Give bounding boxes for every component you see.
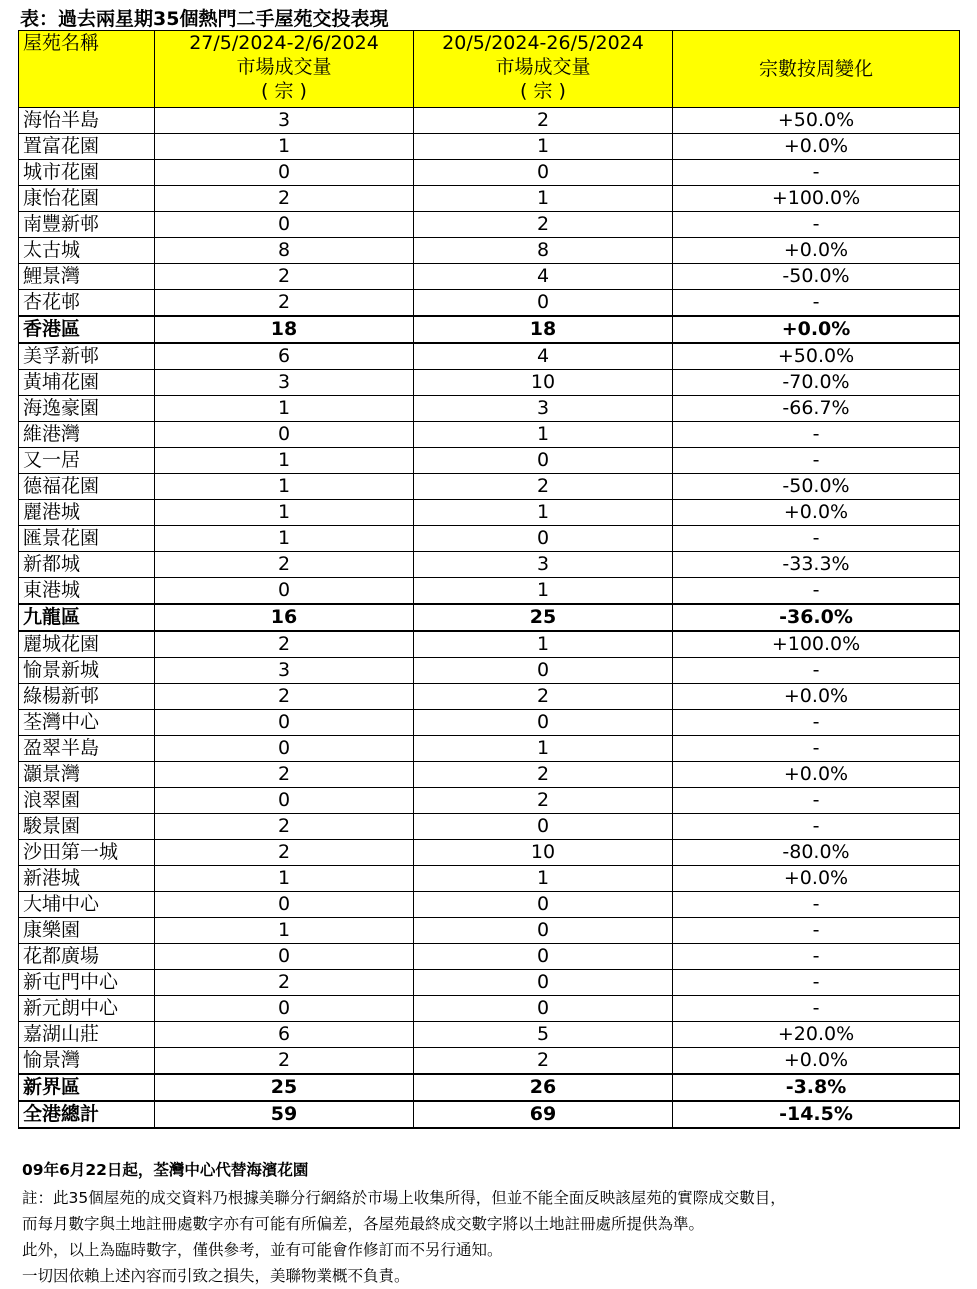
cell-weekly-change: - <box>673 814 960 840</box>
cell-estate-name: 東港城 <box>19 578 155 605</box>
subtotal-row <box>19 316 960 343</box>
header-current-label: 市場成交量 <box>236 56 332 78</box>
cell-estate-name: 杏花邨 <box>19 290 155 317</box>
table-row <box>19 684 960 710</box>
table-row <box>19 343 960 370</box>
cell-estate-name: 全港總計 <box>19 1101 155 1128</box>
cell-weekly-change: +0.0% <box>673 500 960 526</box>
cell-previous-volume: 0 <box>414 526 673 552</box>
cell-estate-name: 盈翠半島 <box>19 736 155 762</box>
cell-estate-name: 香港區 <box>19 316 155 343</box>
cell-estate-name: 綠楊新邨 <box>19 684 155 710</box>
cell-current-volume: 3 <box>155 370 414 396</box>
cell-estate-name: 城市花園 <box>19 160 155 186</box>
cell-current-volume: 1 <box>155 134 414 160</box>
footnote-disclaimer-1: 註：此35個屋苑的成交資料乃根據美聯分行網絡於市場上收集所得，但並不能全面反映該屋苑的實際成交數目， <box>22 1189 786 1207</box>
table-row <box>19 814 960 840</box>
cell-previous-volume: 4 <box>414 343 673 370</box>
cell-estate-name: 浪翠園 <box>19 788 155 814</box>
cell-estate-name: 匯景花園 <box>19 526 155 552</box>
header-current-week <box>155 31 414 108</box>
table-row <box>19 658 960 684</box>
cell-current-volume: 0 <box>155 788 414 814</box>
cell-weekly-change: - <box>673 526 960 552</box>
cell-current-volume: 1 <box>155 866 414 892</box>
table-row <box>19 918 960 944</box>
cell-weekly-change: - <box>673 996 960 1022</box>
table-row <box>19 134 960 160</box>
cell-weekly-change: +0.0% <box>673 316 960 343</box>
cell-current-volume: 18 <box>155 316 414 343</box>
cell-previous-volume: 1 <box>414 422 673 448</box>
cell-previous-volume: 2 <box>414 212 673 238</box>
cell-previous-volume: 4 <box>414 264 673 290</box>
cell-previous-volume: 2 <box>414 474 673 500</box>
cell-current-volume: 2 <box>155 186 414 212</box>
cell-weekly-change: - <box>673 736 960 762</box>
table-row <box>19 474 960 500</box>
header-previous-unit: ( 宗 ) <box>520 80 566 102</box>
cell-estate-name: 黃埔花園 <box>19 370 155 396</box>
cell-weekly-change: - <box>673 710 960 736</box>
cell-weekly-change: +0.0% <box>673 1048 960 1075</box>
cell-current-volume: 2 <box>155 631 414 658</box>
cell-previous-volume: 8 <box>414 238 673 264</box>
cell-current-volume: 2 <box>155 970 414 996</box>
cell-estate-name: 新都城 <box>19 552 155 578</box>
cell-weekly-change: +0.0% <box>673 762 960 788</box>
cell-estate-name: 置富花園 <box>19 134 155 160</box>
cell-previous-volume: 0 <box>414 710 673 736</box>
cell-current-volume: 0 <box>155 944 414 970</box>
cell-current-volume: 8 <box>155 238 414 264</box>
cell-current-volume: 1 <box>155 396 414 422</box>
footnote-replacement: 09年6月22日起，荃灣中心代替海濱花園 <box>22 1161 309 1179</box>
cell-estate-name: 鯉景灣 <box>19 264 155 290</box>
cell-estate-name: 新港城 <box>19 866 155 892</box>
table-row <box>19 944 960 970</box>
cell-current-volume: 0 <box>155 422 414 448</box>
cell-current-volume: 59 <box>155 1101 414 1128</box>
cell-current-volume: 2 <box>155 840 414 866</box>
table-row <box>19 526 960 552</box>
cell-estate-name: 海逸豪園 <box>19 396 155 422</box>
table-row <box>19 552 960 578</box>
cell-current-volume: 2 <box>155 762 414 788</box>
table-row <box>19 840 960 866</box>
cell-current-volume: 1 <box>155 500 414 526</box>
table-title: 表：過去兩星期35個熱門二手屋苑交投表現 <box>20 8 389 30</box>
footnote-disclaimer-2: 而每月數字與土地註冊處數字亦有可能有所偏差，各屋苑最終成交數字將以土地註冊處所提供為準。 <box>22 1215 705 1233</box>
header-current-dates: 27/5/2024-2/6/2024 <box>189 32 379 54</box>
cell-weekly-change: -50.0% <box>673 264 960 290</box>
table-row <box>19 970 960 996</box>
table-row <box>19 866 960 892</box>
cell-previous-volume: 1 <box>414 631 673 658</box>
cell-weekly-change: +0.0% <box>673 238 960 264</box>
cell-previous-volume: 3 <box>414 396 673 422</box>
cell-weekly-change: -66.7% <box>673 396 960 422</box>
cell-previous-volume: 1 <box>414 186 673 212</box>
cell-current-volume: 25 <box>155 1074 414 1101</box>
cell-previous-volume: 0 <box>414 814 673 840</box>
cell-previous-volume: 0 <box>414 892 673 918</box>
cell-previous-volume: 2 <box>414 788 673 814</box>
cell-estate-name: 灝景灣 <box>19 762 155 788</box>
cell-estate-name: 大埔中心 <box>19 892 155 918</box>
cell-weekly-change: - <box>673 160 960 186</box>
cell-current-volume: 0 <box>155 736 414 762</box>
cell-estate-name: 又一居 <box>19 448 155 474</box>
cell-weekly-change: - <box>673 422 960 448</box>
cell-previous-volume: 0 <box>414 290 673 317</box>
table-row <box>19 1048 960 1075</box>
cell-previous-volume: 10 <box>414 370 673 396</box>
cell-current-volume: 0 <box>155 212 414 238</box>
cell-weekly-change: -36.0% <box>673 604 960 631</box>
table-row <box>19 578 960 605</box>
cell-estate-name: 太古城 <box>19 238 155 264</box>
cell-current-volume: 2 <box>155 684 414 710</box>
cell-weekly-change: -33.3% <box>673 552 960 578</box>
cell-estate-name: 南豐新邨 <box>19 212 155 238</box>
table-row <box>19 1022 960 1048</box>
cell-previous-volume: 1 <box>414 736 673 762</box>
cell-weekly-change: +0.0% <box>673 134 960 160</box>
cell-previous-volume: 0 <box>414 970 673 996</box>
cell-weekly-change: +20.0% <box>673 1022 960 1048</box>
cell-current-volume: 0 <box>155 160 414 186</box>
transaction-table <box>18 30 960 1129</box>
cell-weekly-change: - <box>673 290 960 317</box>
table-row <box>19 631 960 658</box>
cell-previous-volume: 69 <box>414 1101 673 1128</box>
header-current-unit: ( 宗 ) <box>261 80 307 102</box>
header-previous-dates: 20/5/2024-26/5/2024 <box>442 32 644 54</box>
cell-current-volume: 0 <box>155 578 414 605</box>
cell-weekly-change: - <box>673 448 960 474</box>
cell-weekly-change: - <box>673 892 960 918</box>
cell-weekly-change: -3.8% <box>673 1074 960 1101</box>
cell-estate-name: 沙田第一城 <box>19 840 155 866</box>
cell-estate-name: 愉景新城 <box>19 658 155 684</box>
cell-estate-name: 新屯門中心 <box>19 970 155 996</box>
header-previous-label: 市場成交量 <box>495 56 591 78</box>
cell-previous-volume: 1 <box>414 578 673 605</box>
table-row <box>19 238 960 264</box>
cell-previous-volume: 3 <box>414 552 673 578</box>
cell-current-volume: 1 <box>155 448 414 474</box>
header-row <box>19 31 960 108</box>
cell-weekly-change: -14.5% <box>673 1101 960 1128</box>
cell-previous-volume: 0 <box>414 658 673 684</box>
cell-previous-volume: 2 <box>414 684 673 710</box>
table-row <box>19 264 960 290</box>
cell-estate-name: 嘉湖山莊 <box>19 1022 155 1048</box>
subtotal-row <box>19 1074 960 1101</box>
cell-current-volume: 0 <box>155 710 414 736</box>
cell-previous-volume: 1 <box>414 500 673 526</box>
cell-previous-volume: 26 <box>414 1074 673 1101</box>
cell-estate-name: 新元朗中心 <box>19 996 155 1022</box>
cell-current-volume: 1 <box>155 526 414 552</box>
header-previous-week <box>414 31 673 108</box>
cell-weekly-change: - <box>673 970 960 996</box>
cell-weekly-change: - <box>673 212 960 238</box>
table-row <box>19 892 960 918</box>
cell-estate-name: 海怡半島 <box>19 108 155 134</box>
cell-current-volume: 3 <box>155 108 414 134</box>
cell-current-volume: 2 <box>155 1048 414 1075</box>
cell-previous-volume: 2 <box>414 1048 673 1075</box>
table-row <box>19 186 960 212</box>
subtotal-row <box>19 1101 960 1128</box>
cell-estate-name: 駿景園 <box>19 814 155 840</box>
cell-current-volume: 2 <box>155 814 414 840</box>
cell-current-volume: 2 <box>155 552 414 578</box>
table-row <box>19 422 960 448</box>
cell-estate-name: 維港灣 <box>19 422 155 448</box>
cell-weekly-change: - <box>673 578 960 605</box>
cell-weekly-change: -50.0% <box>673 474 960 500</box>
cell-previous-volume: 2 <box>414 108 673 134</box>
footnote-disclaimer-4: 一切因依賴上述內容而引致之損失，美聯物業概不負責。 <box>22 1267 410 1285</box>
cell-previous-volume: 0 <box>414 160 673 186</box>
cell-previous-volume: 0 <box>414 996 673 1022</box>
cell-previous-volume: 18 <box>414 316 673 343</box>
table-row <box>19 108 960 134</box>
header-estate-name: 屋苑名稱 <box>19 31 155 108</box>
cell-weekly-change: +100.0% <box>673 186 960 212</box>
cell-current-volume: 16 <box>155 604 414 631</box>
cell-estate-name: 九龍區 <box>19 604 155 631</box>
table-row <box>19 736 960 762</box>
table-body <box>19 108 960 1129</box>
cell-weekly-change: +0.0% <box>673 684 960 710</box>
cell-estate-name: 愉景灣 <box>19 1048 155 1075</box>
table-row <box>19 396 960 422</box>
cell-previous-volume: 5 <box>414 1022 673 1048</box>
table-row <box>19 290 960 317</box>
cell-current-volume: 1 <box>155 918 414 944</box>
table-row <box>19 370 960 396</box>
footnote-disclaimer-3: 此外，以上為臨時數字，僅供參考，並有可能會作修訂而不另行通知。 <box>22 1241 503 1259</box>
cell-previous-volume: 1 <box>414 866 673 892</box>
cell-weekly-change: - <box>673 658 960 684</box>
cell-weekly-change: +50.0% <box>673 343 960 370</box>
cell-estate-name: 康怡花園 <box>19 186 155 212</box>
cell-current-volume: 1 <box>155 474 414 500</box>
table-row <box>19 500 960 526</box>
cell-previous-volume: 0 <box>414 448 673 474</box>
cell-previous-volume: 10 <box>414 840 673 866</box>
cell-weekly-change: +100.0% <box>673 631 960 658</box>
cell-current-volume: 2 <box>155 264 414 290</box>
cell-estate-name: 美孚新邨 <box>19 343 155 370</box>
subtotal-row <box>19 604 960 631</box>
header-weekly-change: 宗數按周變化 <box>673 31 960 108</box>
cell-estate-name: 麗港城 <box>19 500 155 526</box>
cell-estate-name: 德福花園 <box>19 474 155 500</box>
cell-weekly-change: -70.0% <box>673 370 960 396</box>
cell-weekly-change: -80.0% <box>673 840 960 866</box>
cell-previous-volume: 25 <box>414 604 673 631</box>
table-row <box>19 996 960 1022</box>
cell-previous-volume: 0 <box>414 944 673 970</box>
cell-previous-volume: 0 <box>414 918 673 944</box>
cell-estate-name: 新界區 <box>19 1074 155 1101</box>
cell-weekly-change: - <box>673 918 960 944</box>
footnotes <box>22 1157 786 1289</box>
cell-weekly-change: +50.0% <box>673 108 960 134</box>
cell-estate-name: 康樂園 <box>19 918 155 944</box>
cell-previous-volume: 2 <box>414 762 673 788</box>
table-row <box>19 788 960 814</box>
table-row <box>19 160 960 186</box>
cell-current-volume: 6 <box>155 343 414 370</box>
cell-weekly-change: - <box>673 788 960 814</box>
table-row <box>19 762 960 788</box>
cell-weekly-change: - <box>673 944 960 970</box>
table-row <box>19 448 960 474</box>
table-row <box>19 710 960 736</box>
cell-weekly-change: +0.0% <box>673 866 960 892</box>
cell-current-volume: 3 <box>155 658 414 684</box>
cell-estate-name: 麗城花園 <box>19 631 155 658</box>
cell-previous-volume: 1 <box>414 134 673 160</box>
cell-estate-name: 荃灣中心 <box>19 710 155 736</box>
table-row <box>19 212 960 238</box>
cell-current-volume: 0 <box>155 892 414 918</box>
cell-current-volume: 2 <box>155 290 414 317</box>
cell-current-volume: 0 <box>155 996 414 1022</box>
cell-current-volume: 6 <box>155 1022 414 1048</box>
cell-estate-name: 花都廣場 <box>19 944 155 970</box>
